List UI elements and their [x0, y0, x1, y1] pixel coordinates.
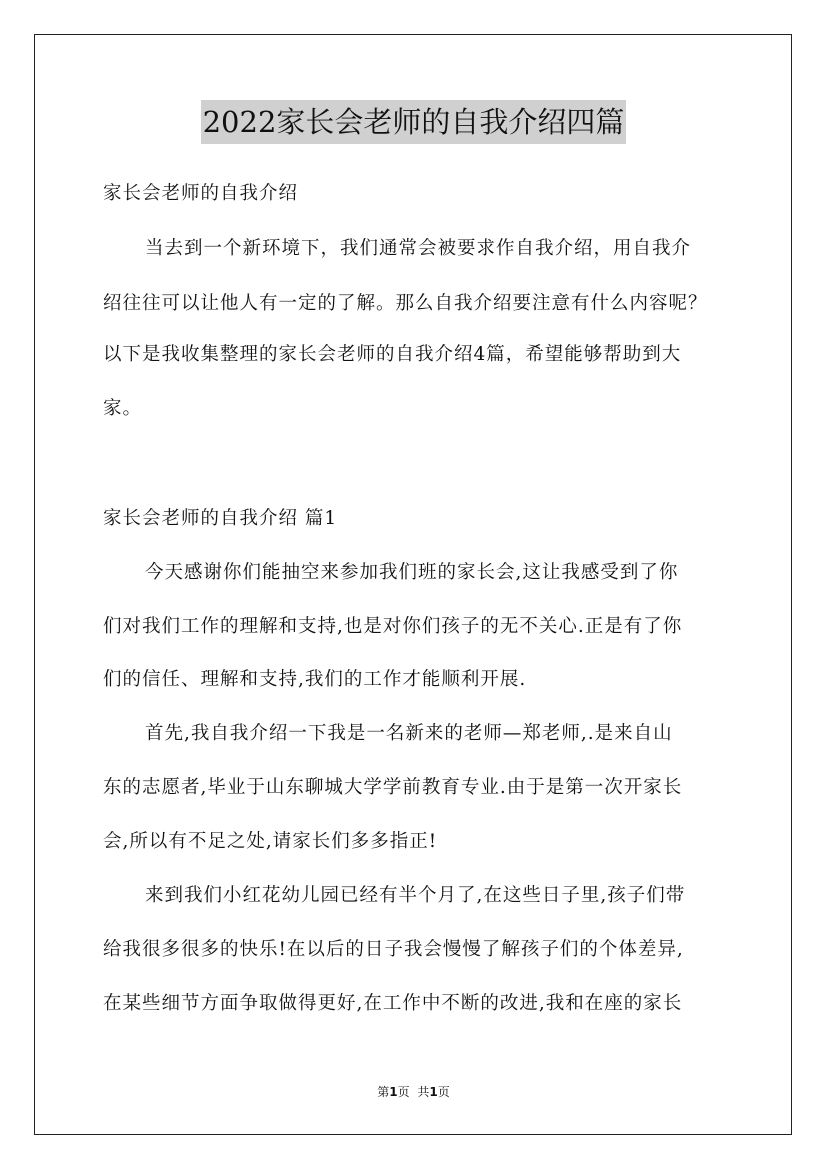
- intro-line-1: 当去到一个新环境下，我们通常会被要求作自我介绍，用自我介: [145, 238, 692, 259]
- paragraph1-line-1: 今天感谢你们能抽空来参加我们班的家长会,这让我感受到了你: [145, 562, 679, 583]
- section-heading: 家长会老师的自我介绍: [103, 183, 299, 204]
- paragraph2-line-3: 会,所以有不足之处,请家长们多多指正!: [103, 831, 438, 852]
- paragraph1-line-2: 们对我们工作的理解和支持,也是对你们孩子的无不关心.正是有了你: [103, 616, 683, 637]
- paragraph2-line-1: 首先,我自我介绍一下我是一名新来的老师—郑老师,.是来自山: [145, 723, 673, 744]
- footer-total-suffix: 页: [437, 1085, 450, 1099]
- footer-page-number: 1: [389, 1085, 398, 1099]
- page-footer: [0, 1083, 827, 1100]
- paragraph3-line-1: 来到我们小红花幼儿园已经有半个月了,在这些日子里,孩子们带: [145, 885, 686, 906]
- footer-prefix: 第: [377, 1085, 390, 1099]
- footer-total-prefix: 共: [417, 1085, 430, 1099]
- intro-line-2: 绍往往可以让他人有一定的了解。那么自我介绍要注意有什么内容呢？: [103, 293, 708, 314]
- paragraph1-line-3: 们的信任、理解和支持,我们的工作才能顺利开展.: [103, 669, 527, 690]
- paragraph2-line-2: 东的志愿者,毕业于山东聊城大学学前教育专业.由于是第一次开家长: [103, 777, 683, 798]
- intro-line-4: 家。: [103, 398, 143, 419]
- intro-line-3: 以下是我收集整理的家长会老师的自我介绍4篇，希望能够帮助到大: [103, 344, 682, 365]
- paragraph3-line-2: 给我很多很多的快乐!在以后的日子我会慢慢了解孩子们的个体差异,: [103, 939, 684, 960]
- footer-page-suffix: 页: [397, 1085, 410, 1099]
- title-container: [0, 100, 827, 144]
- document-title: 2022家长会老师的自我介绍四篇: [201, 100, 627, 144]
- footer-total-pages: 1: [429, 1085, 438, 1099]
- part-heading: 家长会老师的自我介绍 篇1: [103, 508, 338, 529]
- paragraph3-line-3: 在某些细节方面争取做得更好,在工作中不断的改进,我和在座的家长: [103, 993, 683, 1014]
